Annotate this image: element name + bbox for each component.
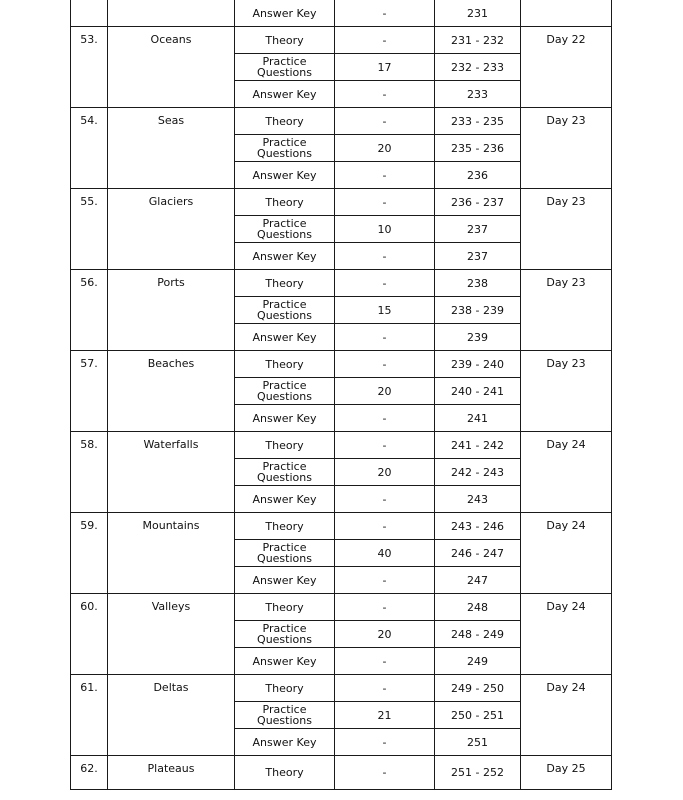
content-type-cell: Theory — [235, 270, 335, 297]
question-count-cell: - — [335, 243, 435, 270]
topic-cell: Deltas — [108, 675, 235, 756]
question-count-cell: - — [335, 486, 435, 513]
table-row — [71, 351, 612, 378]
table-row — [71, 27, 612, 54]
content-type-cell: Answer Key — [235, 0, 335, 27]
day-cell: Day 23 — [521, 270, 612, 351]
question-count-cell: 20 — [335, 135, 435, 162]
page-range-cell: 239 — [435, 324, 521, 351]
page-range-cell: 238 - 239 — [435, 297, 521, 324]
question-count-cell: 20 — [335, 621, 435, 648]
page-range-cell: 239 - 240 — [435, 351, 521, 378]
content-type-cell: Practice Questions — [235, 459, 335, 486]
content-type-cell: Answer Key — [235, 648, 335, 675]
topic-cell: Valleys — [108, 594, 235, 675]
serial-cell — [71, 0, 108, 27]
topic-cell: Oceans — [108, 27, 235, 108]
serial-cell: 56. — [71, 270, 108, 351]
serial-cell: 57. — [71, 351, 108, 432]
question-count-cell: - — [335, 81, 435, 108]
page-range-cell: 233 - 235 — [435, 108, 521, 135]
question-count-cell: - — [335, 756, 435, 790]
page-range-cell: 238 — [435, 270, 521, 297]
day-cell: Day 22 — [521, 27, 612, 108]
content-type-cell: Practice Questions — [235, 54, 335, 81]
page-range-cell: 232 - 233 — [435, 54, 521, 81]
serial-cell: 61. — [71, 675, 108, 756]
content-type-cell: Answer Key — [235, 486, 335, 513]
question-count-cell: 20 — [335, 378, 435, 405]
content-type-cell: Practice Questions — [235, 297, 335, 324]
question-count-cell: - — [335, 0, 435, 27]
topic-cell: Mountains — [108, 513, 235, 594]
question-count-cell: - — [335, 729, 435, 756]
content-type-cell: Answer Key — [235, 567, 335, 594]
question-count-cell: - — [335, 162, 435, 189]
content-type-cell: Answer Key — [235, 729, 335, 756]
question-count-cell: - — [335, 405, 435, 432]
page-range-cell: 249 — [435, 648, 521, 675]
page-range-cell: 251 - 252 — [435, 756, 521, 790]
question-count-cell: - — [335, 324, 435, 351]
question-count-cell: - — [335, 27, 435, 54]
content-type-cell: Answer Key — [235, 405, 335, 432]
content-type-cell: Practice Questions — [235, 540, 335, 567]
content-type-cell: Theory — [235, 756, 335, 790]
page-range-cell: 248 — [435, 594, 521, 621]
question-count-cell: 40 — [335, 540, 435, 567]
page-range-cell: 242 - 243 — [435, 459, 521, 486]
question-count-cell: - — [335, 648, 435, 675]
content-type-cell: Theory — [235, 594, 335, 621]
table-row — [71, 189, 612, 216]
content-type-cell: Theory — [235, 513, 335, 540]
page-range-cell: 235 - 236 — [435, 135, 521, 162]
serial-cell: 55. — [71, 189, 108, 270]
question-count-cell: 17 — [335, 54, 435, 81]
content-type-cell: Answer Key — [235, 324, 335, 351]
schedule-body — [71, 0, 612, 790]
content-type-cell: Answer Key — [235, 243, 335, 270]
question-count-cell: - — [335, 270, 435, 297]
serial-cell: 54. — [71, 108, 108, 189]
page-range-cell: 236 — [435, 162, 521, 189]
day-cell: Day 23 — [521, 351, 612, 432]
question-count-cell: 20 — [335, 459, 435, 486]
page-range-cell: 251 — [435, 729, 521, 756]
table-row — [71, 432, 612, 459]
page-range-cell: 233 — [435, 81, 521, 108]
content-type-cell: Answer Key — [235, 162, 335, 189]
table-row — [71, 513, 612, 540]
question-count-cell: - — [335, 594, 435, 621]
page-range-cell: 241 - 242 — [435, 432, 521, 459]
table-row — [71, 675, 612, 702]
day-cell: Day 24 — [521, 432, 612, 513]
content-type-cell: Theory — [235, 675, 335, 702]
study-schedule-table — [70, 0, 612, 790]
topic-cell: Beaches — [108, 351, 235, 432]
topic-cell: Seas — [108, 108, 235, 189]
question-count-cell: - — [335, 432, 435, 459]
page-range-cell: 247 — [435, 567, 521, 594]
question-count-cell: - — [335, 567, 435, 594]
topic-cell: Waterfalls — [108, 432, 235, 513]
serial-cell: 53. — [71, 27, 108, 108]
content-type-cell: Theory — [235, 27, 335, 54]
day-cell: Day 24 — [521, 594, 612, 675]
page-range-cell: 231 — [435, 0, 521, 27]
question-count-cell: - — [335, 189, 435, 216]
table-row — [71, 0, 612, 27]
question-count-cell: - — [335, 513, 435, 540]
serial-cell: 58. — [71, 432, 108, 513]
content-type-cell: Practice Questions — [235, 702, 335, 729]
content-type-cell: Practice Questions — [235, 135, 335, 162]
table-row — [71, 756, 612, 790]
content-type-cell: Theory — [235, 189, 335, 216]
content-type-cell: Practice Questions — [235, 216, 335, 243]
day-cell: Day 24 — [521, 513, 612, 594]
content-type-cell: Practice Questions — [235, 378, 335, 405]
page-range-cell: 246 - 247 — [435, 540, 521, 567]
question-count-cell: - — [335, 675, 435, 702]
page-range-cell: 240 - 241 — [435, 378, 521, 405]
day-cell — [521, 0, 612, 27]
day-cell: Day 24 — [521, 675, 612, 756]
page-range-cell: 243 - 246 — [435, 513, 521, 540]
page-range-cell: 248 - 249 — [435, 621, 521, 648]
question-count-cell: - — [335, 351, 435, 378]
question-count-cell: 21 — [335, 702, 435, 729]
question-count-cell: 15 — [335, 297, 435, 324]
content-type-cell: Practice Questions — [235, 621, 335, 648]
question-count-cell: - — [335, 108, 435, 135]
question-count-cell: 10 — [335, 216, 435, 243]
serial-cell: 59. — [71, 513, 108, 594]
topic-cell — [108, 0, 235, 27]
content-type-cell: Answer Key — [235, 81, 335, 108]
page-range-cell: 236 - 237 — [435, 189, 521, 216]
page-range-cell: 237 — [435, 216, 521, 243]
page-range-cell: 243 — [435, 486, 521, 513]
serial-cell: 60. — [71, 594, 108, 675]
day-cell: Day 23 — [521, 108, 612, 189]
content-type-cell: Theory — [235, 432, 335, 459]
topic-cell: Ports — [108, 270, 235, 351]
table-row — [71, 270, 612, 297]
page-range-cell: 237 — [435, 243, 521, 270]
day-cell: Day 25 — [521, 756, 612, 790]
page-range-cell: 231 - 232 — [435, 27, 521, 54]
table-row — [71, 108, 612, 135]
content-type-cell: Theory — [235, 351, 335, 378]
page-range-cell: 241 — [435, 405, 521, 432]
topic-cell: Plateaus — [108, 756, 235, 790]
topic-cell: Glaciers — [108, 189, 235, 270]
serial-cell: 62. — [71, 756, 108, 790]
day-cell: Day 23 — [521, 189, 612, 270]
page-range-cell: 249 - 250 — [435, 675, 521, 702]
table-row — [71, 594, 612, 621]
page-range-cell: 250 - 251 — [435, 702, 521, 729]
content-type-cell: Theory — [235, 108, 335, 135]
